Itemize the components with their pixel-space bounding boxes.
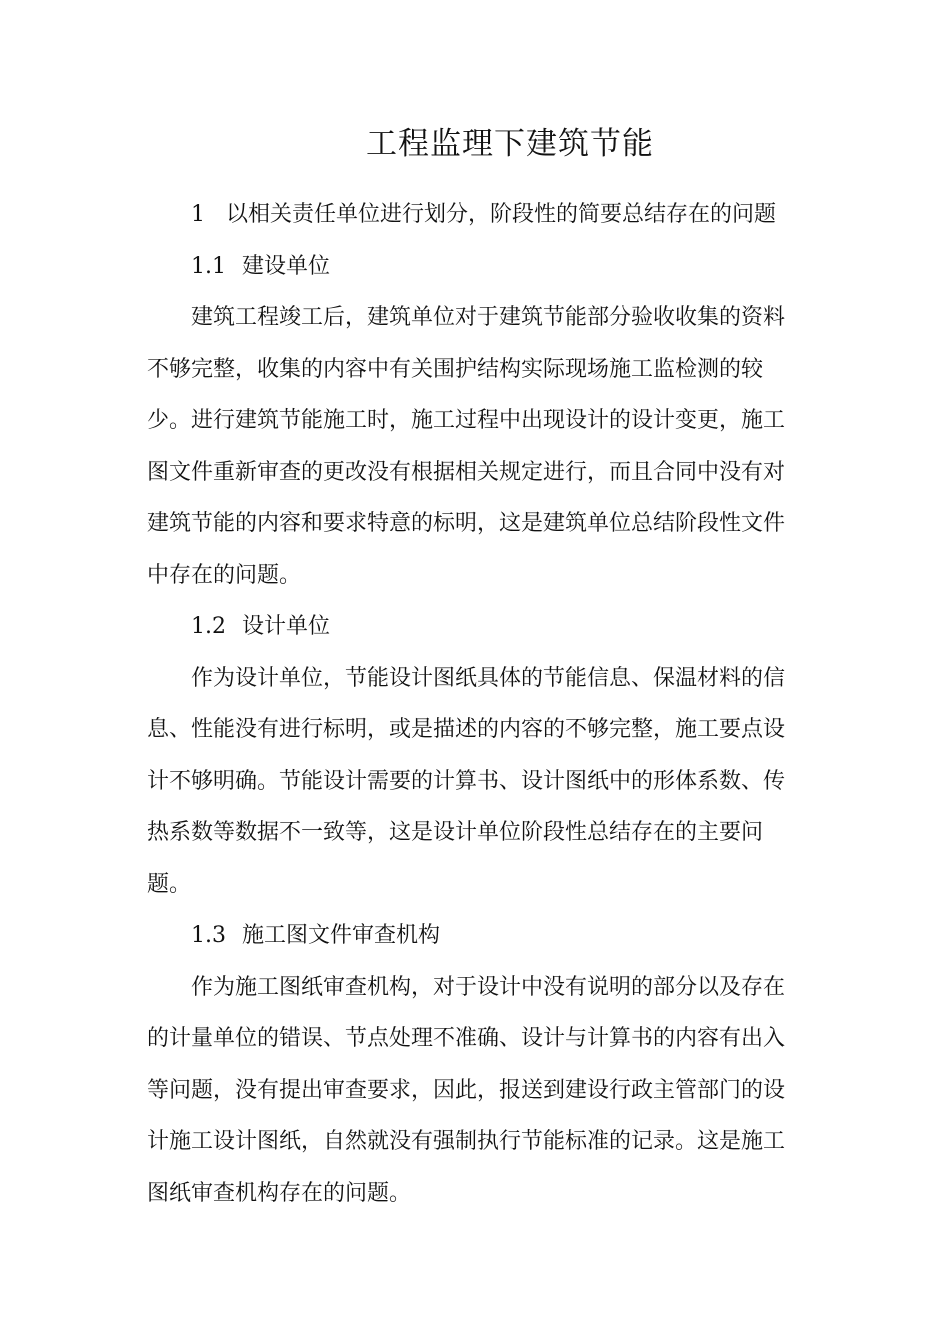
section-number: 1.2 — [191, 614, 226, 639]
paragraph-line: 计不够明确。节能设计需要的计算书、设计图纸中的形体系数、传 — [147, 769, 786, 794]
paragraph-line: 的计量单位的错误、节点处理不准确、设计与计算书的内容有出入 — [147, 1026, 786, 1051]
paragraph-line: 图文件重新审查的更改没有根据相关规定进行，而且合同中没有对 — [147, 460, 786, 485]
paragraph-line: 计施工设计图纸，自然就没有强制执行节能标准的记录。这是施工 — [147, 1129, 786, 1154]
section-1-2-heading — [191, 612, 330, 642]
paragraph-line: 作为设计单位，节能设计图纸具体的节能信息、保温材料的信 — [191, 666, 786, 691]
paragraph-line: 建筑节能的内容和要求特意的标明，这是建筑单位总结阶段性文件 — [147, 511, 786, 536]
paragraph-line: 热系数等数据不一致等，这是设计单位阶段性总结存在的主要问 — [147, 820, 764, 845]
paragraph-line: 息、性能没有进行标明，或是描述的内容的不够完整，施工要点设 — [147, 717, 786, 742]
section-number: 1 — [191, 202, 205, 227]
paragraph-line: 不够完整，收集的内容中有关围护结构实际现场施工监检测的较 — [147, 357, 764, 382]
section-number: 1.1 — [191, 254, 226, 279]
section-title: 设计单位 — [242, 614, 331, 639]
paragraph-line: 少。进行建筑节能施工时，施工过程中出现设计的设计变更，施工 — [147, 408, 786, 433]
paragraph-line: 中存在的问题。 — [147, 563, 302, 588]
section-1-1-heading — [191, 252, 330, 282]
paragraph-line: 等问题，没有提出审查要求，因此，报送到建设行政主管部门的设 — [147, 1078, 786, 1103]
section-title: 施工图文件审查机构 — [242, 923, 441, 948]
paragraph-line: 图纸审查机构存在的问题。 — [147, 1181, 412, 1206]
section-title: 以相关责任单位进行划分，阶段性的简要总结存在的问题 — [226, 202, 777, 227]
section-number: 1.3 — [191, 923, 226, 948]
paragraph-line: 作为施工图纸审查机构，对于设计中没有说明的部分以及存在 — [191, 975, 786, 1000]
paragraph-line: 题。 — [147, 872, 192, 897]
paragraph-line: 建筑工程竣工后，建筑单位对于建筑节能部分验收收集的资料 — [191, 305, 786, 330]
section-1-heading — [191, 200, 776, 230]
document-title: 工程监理下建筑节能 — [366, 126, 654, 162]
section-title: 建设单位 — [242, 254, 331, 279]
section-1-3-heading — [191, 921, 440, 951]
